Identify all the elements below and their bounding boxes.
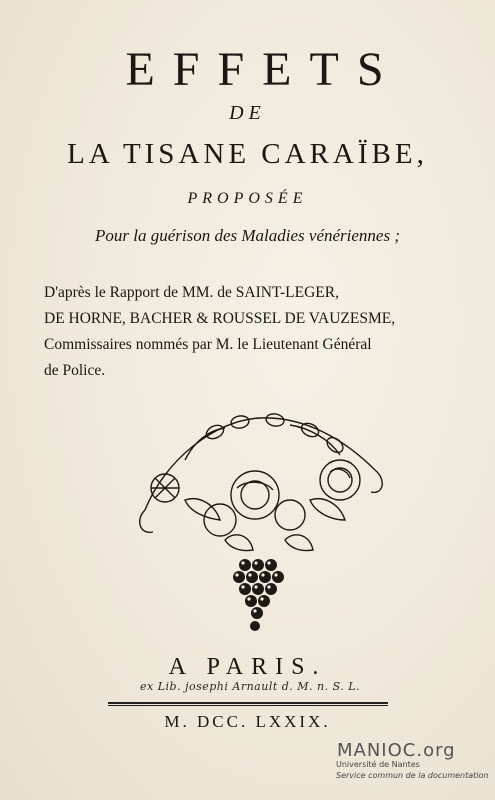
title-proposee: PROPOSÉE: [187, 190, 308, 207]
imprint-date: M. DCC. LXXIX.: [164, 712, 331, 731]
imprint-place: A PARIS.: [168, 654, 327, 680]
title-de: DE: [229, 102, 266, 124]
manioc-university: Université de Nantes: [336, 760, 420, 769]
subtitle-purpose: Pour la guérison des Maladies vénériennes ;: [95, 226, 400, 245]
imprint-rule: [108, 702, 388, 704]
imprint-rule-thin: [108, 705, 388, 706]
title-effets: EFFETS: [125, 43, 402, 96]
floral-vignette-icon: [125, 400, 390, 645]
title-tisane-caraibe: LA TISANE CARAÏBE,: [67, 138, 428, 170]
handwritten-ex-libris: ex Lib. josephi Arnault d. M. n. S. L.: [140, 680, 361, 693]
manioc-service: Service commun de la documentation: [336, 771, 489, 780]
attribution-line-3: Commissaires nommés par M. le Lieutenant Général: [44, 336, 372, 353]
attribution-line-2: DE HORNE, BACHER & ROUSSEL DE VAUZESME,: [44, 310, 396, 327]
manioc-logo: MANIOC.org: [337, 740, 456, 761]
attribution-line-4: de Police.: [44, 362, 106, 379]
attribution-line-1: D'après le Rapport de MM. de SAINT-LEGER,: [44, 284, 339, 301]
